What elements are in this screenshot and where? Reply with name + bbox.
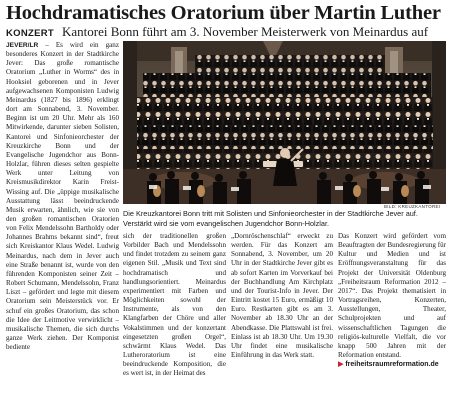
subheadline-row [6, 24, 446, 39]
kicker: KONZERT [6, 28, 55, 39]
column-2-text: sich der traditionellen großen Vorbilder Bach und Mendelssohn und findet trotzdem zu seinem ganz eigenen Stil. „Musik und Text sind hochdramatisch und handlungsorientiert. Meinardus experimentiert mit Farben und Möglichkeiten sowohl der Instrumente, als von den Klangfarben der Chöre und aller Vokalstimmen und der konzertant eingesetzten großen Orgel“, schwärmt Klaus Wedel. Das Lutheroratorium ist eine beeindruckende Komposition, die es wert ist, in der Heimat des [123, 232, 226, 378]
web-link-row [338, 360, 446, 369]
article-column-1 [6, 41, 119, 403]
photo-credit: BILD: KREUZKANTOREI [384, 204, 441, 209]
subheadline: Kantorei Bonn führt am 3. November Meisterwerk von Meinardus auf [62, 24, 429, 39]
article-column-4 [338, 232, 446, 403]
photo-caption: Die Kreuzkantorei Bonn tritt mit Solisten und Sinfonieorchester in der Stadtkirche Jever auf. Verstärkt wird sie vom evangelischen Jugendchor Bonn-Holzlar. [123, 209, 446, 229]
article-column-3 [231, 232, 333, 403]
arrow-icon: ▶ [338, 361, 344, 369]
web-link[interactable]: freiheitsraumreformation.de [345, 361, 439, 369]
column-1-text: – Es wird ein ganz besonderes Konzert in der Stadtkirche Jever: Das große romantische Oratorium „Luther in Worms“ des in Hooksiel geborenen und in Jever aufgewachsenen Komponisten Ludwig Meinardus (1827 bis 1896) erklingt dort am Sonnabend, 3. November. Beginn ist um 20 Uhr. Mehr als 160 Mitwirkende, darunter sieben Solisten, Kantorei und Sinfonieorchester der Kreuzkirche Bonn und der Evangelische Jugendchor aus Bonn-Holzlar, führen dieses selten gespielte Werk unter Leitung von Kreismusikdirektor Karin Freist-Wissing auf. Die „üppige musikalische Ausstattung lässt beeindruckende Musik erwarten, ähnlich, wie sie von den großen romantischen Oratorien von Felix Mendelssohn Bartholdy oder Johannes Brahms bekannt sind“, freut sich Kreiskantor Klaus Wedel. Ludwig Meinardus, nach dem in Jever auch eine Straße benannt ist, wurde von den führenden Komponisten seiner Zeit – Robert Schumann, Mendelssohn, Franz Liszt – gefördert und legte mit diesem Oratorium sein Meisterstück vor. Er schuf ein großes Oratorium, das schon die Idee der Leitmotive verwirklicht – musikalische Themen, die sich durchs ganze Werk ziehen. Der Komponist bediente [6, 41, 119, 352]
column-4-text: Das Konzert wird gefördert vom Beauftragten der Bundesregierung für Kultur und Medien und ist Eröffnungsveranstaltung für das Projekt der Universität Oldenburg „Freiheitsraum Reformation 2012 – 2017“. Das Projekt thematisiert in Vortragsreihen, Konzerten, Ausstellungen, Theater, Schulprojekten und auf wissenschaftlichen Tagungen die religiös-kulturelle Vielfalt, die vor knapp 500 Jahren mit der Reformation entstand. [338, 232, 446, 360]
column-3-text: „Dornröschenschlaf“ erweckt zu werden. Für das Konzert am Sonnabend, 3. November, um 20 Uhr in der Stadtkirche Jever gibt es ab sofort Karten im Vorverkauf bei der Buchhandlung Am Kirchplatz und der Tourist-Info in Jever. Der Eintritt kostet 15 Euro, ermäßigt 10 Euro. Restkarten gibt es am 3. November ab 18.30 Uhr an der Abendkasse. Die Plattswahl ist frei. Einlass ist ab 18.30 Uhr. Um 19.30 Uhr findet eine musikalische Einführung in das Werk statt. [231, 232, 333, 360]
headline: Hochdramatisches Oratorium über Martin Luther [6, 2, 441, 24]
article-column-2 [123, 232, 226, 403]
dateline: JEVER/LR [6, 42, 39, 49]
choir-photo-image [123, 41, 446, 204]
choir-photo [123, 41, 446, 204]
